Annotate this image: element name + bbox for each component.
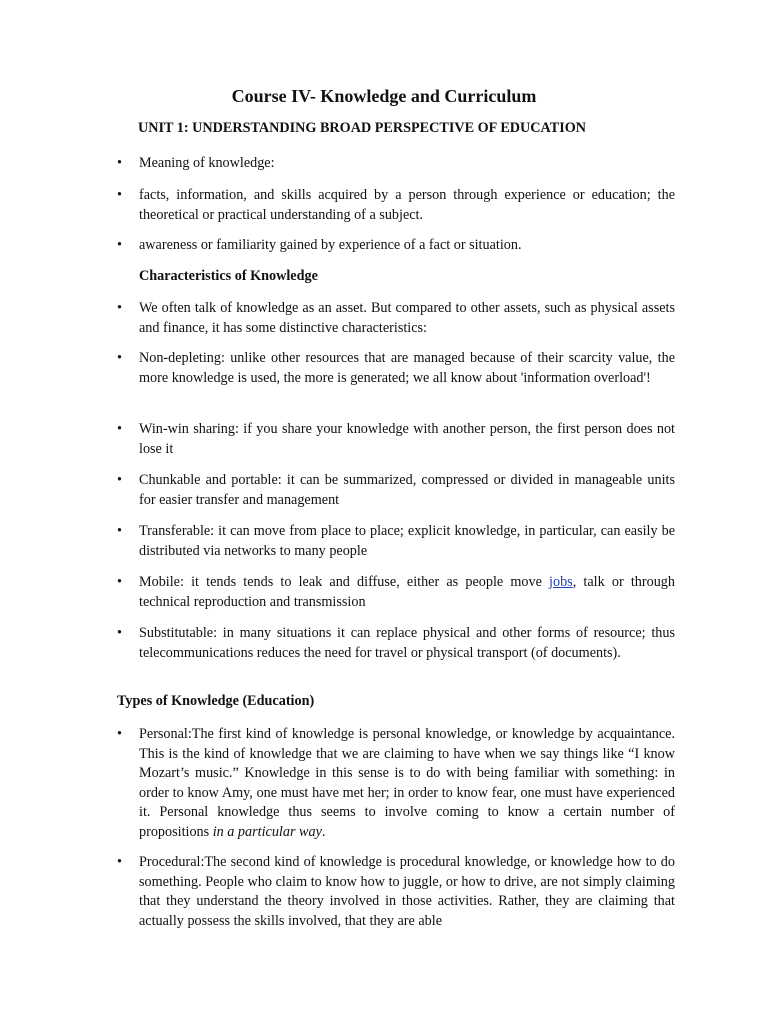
- bullet-text: awareness or familiarity gained by experience of a fact or situation.: [139, 237, 522, 253]
- bullet-icon: •: [117, 155, 122, 171]
- types-heading: Types of Knowledge (Education): [117, 693, 315, 709]
- list-item: [117, 349, 675, 388]
- bullet-text: Non-depleting: unlike other resources that are managed because of their scarcity value, the more knowledge is used, the more is generated; we all know about 'information overload'!: [139, 350, 675, 386]
- bullet-icon: •: [117, 350, 122, 366]
- bullet-icon: •: [117, 574, 122, 590]
- page-title: Course IV- Knowledge and Curriculum: [231, 86, 537, 106]
- bullet-icon: •: [117, 472, 122, 488]
- personal-emphasis: in a particular way: [212, 823, 322, 840]
- bullet-icon: •: [117, 237, 122, 253]
- list-item: [117, 522, 675, 561]
- bullet-icon: •: [117, 726, 122, 742]
- characteristics-heading: Characteristics of Knowledge: [139, 268, 318, 284]
- unit-heading: UNIT 1: UNDERSTANDING BROAD PERSPECTIVE OF EDUCATION: [138, 120, 587, 136]
- bullet-text: Substitutable: in many situations it can replace physical and other forms of resource; thus telecommunications reduces the need for travel or physical transport (of documents).: [139, 625, 675, 661]
- list-item: [117, 236, 675, 256]
- bullet-text: facts, information, and skills acquired by a person through experience or education; the theoretical or practical understanding of a subject.: [139, 187, 675, 223]
- list-item: [117, 853, 675, 931]
- bullet-icon: •: [117, 854, 122, 870]
- bullet-icon: •: [117, 523, 122, 539]
- list-item: [117, 186, 675, 225]
- bullet-text: [139, 573, 675, 612]
- mobile-text-start: Mobile: it tends tends to leak and diffuse, either as people move: [139, 574, 550, 590]
- list-item: [117, 725, 675, 843]
- list-item: [117, 471, 675, 510]
- bullet-text: [139, 725, 675, 843]
- bullet-icon: •: [117, 300, 122, 316]
- bullet-text: Win-win sharing: if you share your knowledge with another person, the first person does not lose it: [139, 421, 675, 457]
- list-item: [117, 420, 675, 459]
- jobs-link[interactable]: jobs: [549, 574, 573, 590]
- list-item: [117, 154, 675, 174]
- personal-text-end: .: [321, 823, 326, 840]
- bullet-text: Meaning of knowledge:: [139, 155, 275, 171]
- list-item: [117, 573, 675, 612]
- bullet-icon: •: [117, 421, 122, 437]
- bullet-text: Transferable: it can move from place to place; explicit knowledge, in particular, can easily be distributed via networks to many people: [139, 523, 675, 559]
- bullet-text: We often talk of knowledge as an asset. But compared to other assets, such as physical assets and finance, it has some distinctive characteristics:: [139, 300, 675, 336]
- bullet-text: Procedural:The second kind of knowledge is procedural knowledge, or knowledge how to do something. People who claim to know how to juggle, or how to drive, are not simply claiming that they understand the theory involved in those activities. Rather, they are claiming that actually possess the skills involved, that they are able: [139, 854, 675, 929]
- list-item: [117, 299, 675, 338]
- bullet-icon: •: [117, 187, 122, 203]
- bullet-text: Chunkable and portable: it can be summarized, compressed or divided in manageable units for easier transfer and management: [139, 472, 675, 508]
- mobile-text-end: , talk or through technical reproduction and transmission: [139, 574, 675, 610]
- bullet-icon: •: [117, 625, 122, 641]
- list-item: [117, 624, 675, 663]
- personal-text: Personal:The first kind of knowledge is personal knowledge, or knowledge by acquaintance. This is the kind of knowledge that we are claiming to have when we say things like “I know Mozart’s music.” Knowledge in this sense is to do with being familiar with something: in order to know Amy, one must have met her; in order to know fear, one must have experienced it. Personal knowledge thus seems to involve coming to know a certain number of propositions: [139, 726, 675, 840]
